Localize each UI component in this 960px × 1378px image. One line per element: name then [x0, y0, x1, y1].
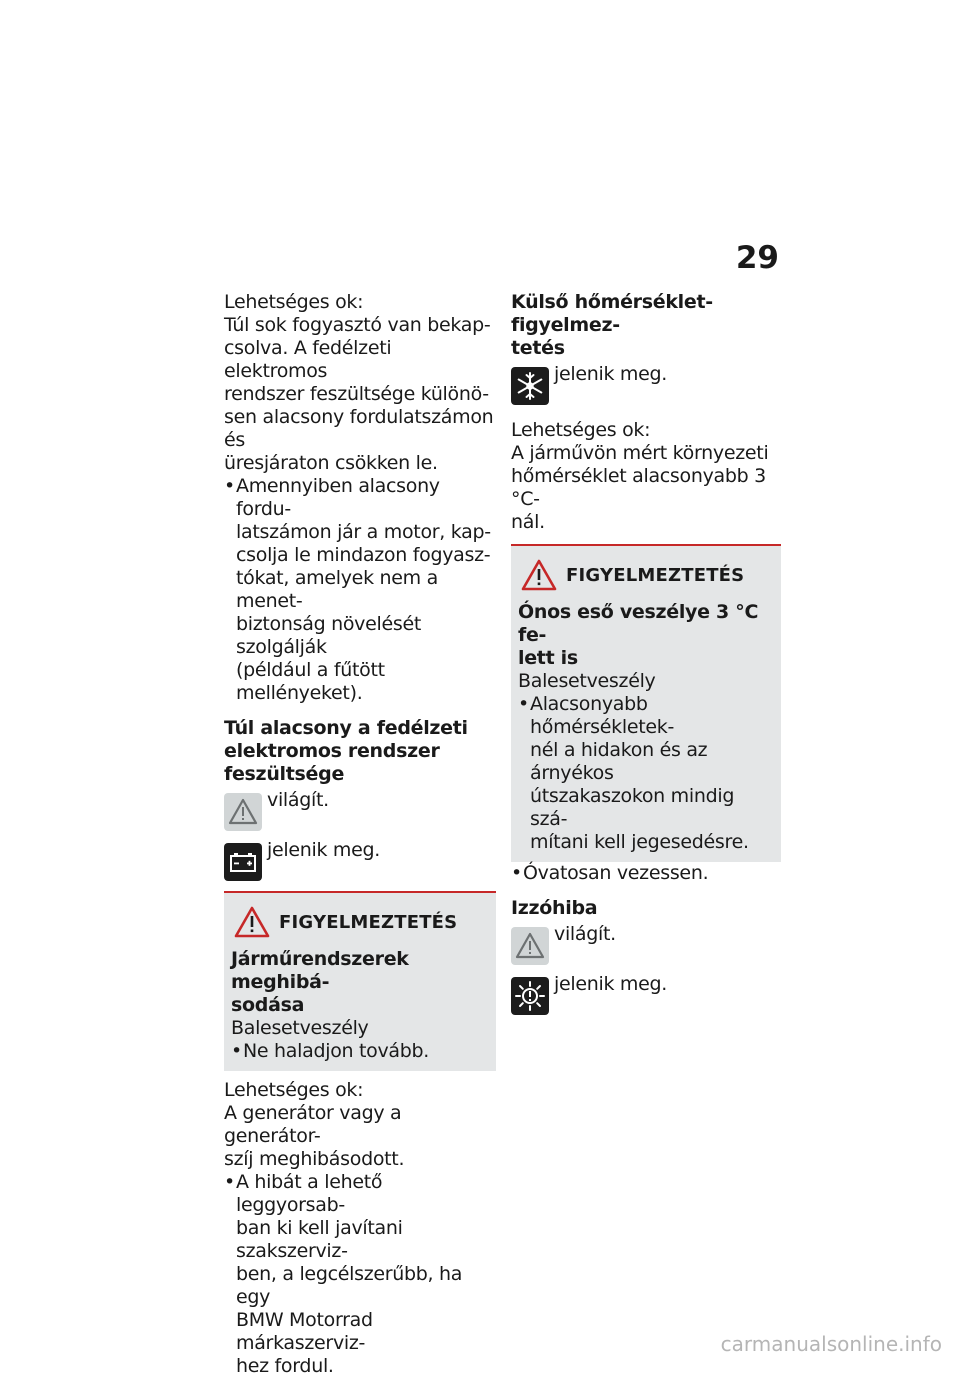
list-item: • Óvatosan vezessen. [511, 862, 781, 885]
indicator-row [224, 789, 496, 831]
bullet-list [518, 693, 773, 854]
section-heading: Izzóhiba [511, 897, 598, 919]
text-line: BMW Motorrad márkaszerviz- [236, 1309, 373, 1354]
indicator-row [224, 839, 496, 881]
text-line: lett is [518, 647, 578, 669]
text-line: csolva. A fedélzeti elektromos [224, 337, 392, 382]
bullet-list [224, 475, 496, 705]
text-line: • Alacsonyabb hőmérsékletek- [530, 693, 675, 738]
text-line: Külső hőmérséklet-figyelmez- [511, 291, 713, 336]
bullet-list [511, 862, 781, 885]
indicator-text: jelenik meg. [267, 839, 380, 861]
indicator-text: jelenik meg. [554, 363, 667, 385]
text-line: hőmérséklet alacsonyabb 3 °C- [511, 465, 766, 510]
intro-text [224, 314, 496, 475]
right-column [511, 291, 781, 1015]
warning-header [231, 905, 488, 939]
cause-text [511, 442, 781, 534]
warning-title: FIGYELMEZTETÉS [566, 564, 745, 586]
watermark-footer: carmanualsonline.info [720, 1332, 942, 1356]
warning-header [518, 558, 773, 592]
warning-triangle-icon [511, 927, 549, 965]
text-line: biztonság növelését szolgálják [236, 613, 421, 658]
battery-icon [224, 843, 262, 881]
text-line: Túl sok fogyasztó van bekap- [224, 314, 491, 336]
text-line: szíj meghibásodott. [224, 1148, 405, 1170]
text-line: ban ki kell javítani szakszerviz- [236, 1217, 403, 1262]
text-line: latszámon jár a motor, kap- [236, 521, 491, 543]
text-line: feszültsége [224, 763, 345, 785]
cause-text [224, 1102, 496, 1171]
warning-heading [518, 601, 773, 670]
text-line: tókat, amelyek nem a menet- [236, 567, 438, 612]
warning-subtitle: Balesetveszély [518, 670, 656, 692]
list-item: • Ne haladjon tovább. [231, 1040, 488, 1063]
warning-triangle-red-icon [233, 905, 271, 939]
warning-title: FIGYELMEZTETÉS [279, 911, 458, 933]
text-line: • Amennyiben alacsony fordu- [236, 475, 440, 520]
text-line: Járműrendszerek meghibá- [231, 948, 409, 993]
indicator-text: világít. [267, 789, 329, 811]
indicator-row [511, 363, 781, 405]
bullet-list [231, 1040, 488, 1063]
warning-box [224, 891, 496, 1071]
text-line: tetés [511, 337, 565, 359]
intro-label: Lehetséges ok: [224, 291, 364, 313]
text-line: üresjáraton csökken le. [224, 452, 438, 474]
text-line: elektromos rendszer [224, 740, 440, 762]
list-item [518, 693, 773, 854]
text-line: mítani kell jegesedésre. [530, 831, 749, 853]
section-heading [224, 717, 496, 786]
text-line: útszakaszokon mindig szá- [530, 785, 735, 830]
bullet-list [224, 1171, 496, 1378]
indicator-row [511, 923, 781, 965]
text-line: • A hibát a lehető leggyorsab- [236, 1171, 383, 1216]
text-line: nál. [511, 511, 545, 533]
text-line: Ónos eső veszélye 3 °C fe- [518, 601, 759, 646]
indicator-row [511, 973, 781, 1015]
text-line: A generátor vagy a generátor- [224, 1102, 402, 1147]
text-line: Túl alacsony a fedélzeti [224, 717, 468, 739]
text-line: rendszer feszültsége különö- [224, 383, 489, 405]
list-item [224, 1171, 496, 1378]
warning-triangle-icon [224, 793, 262, 831]
text-line: csolja le mindazon fogyasz- [236, 544, 491, 566]
warning-heading [231, 948, 488, 1017]
indicator-text: világít. [554, 923, 616, 945]
section-heading [511, 291, 781, 360]
page-number: 29 [735, 240, 779, 276]
warning-subtitle: Balesetveszély [231, 1017, 369, 1039]
cause-label: Lehetséges ok: [511, 419, 651, 441]
snowflake-icon [511, 367, 549, 405]
text-line: sodása [231, 994, 305, 1016]
text-line: ben, a legcélszerűbb, ha egy [236, 1263, 463, 1308]
text-line: (például a fűtött mellényeket). [236, 659, 385, 704]
text-line: nél a hidakon és az árnyékos [530, 739, 708, 784]
warning-box [511, 544, 781, 862]
cause-label: Lehetséges ok: [224, 1079, 364, 1101]
indicator-text: jelenik meg. [554, 973, 667, 995]
text-line: hez fordul. [236, 1355, 334, 1377]
list-item [224, 475, 496, 705]
left-column [224, 291, 496, 1378]
warning-triangle-red-icon [520, 558, 558, 592]
text-line: A járművön mért környezeti [511, 442, 769, 464]
bulb-failure-icon [511, 977, 549, 1015]
text-line: sen alacsony fordulatszámon és [224, 406, 494, 451]
